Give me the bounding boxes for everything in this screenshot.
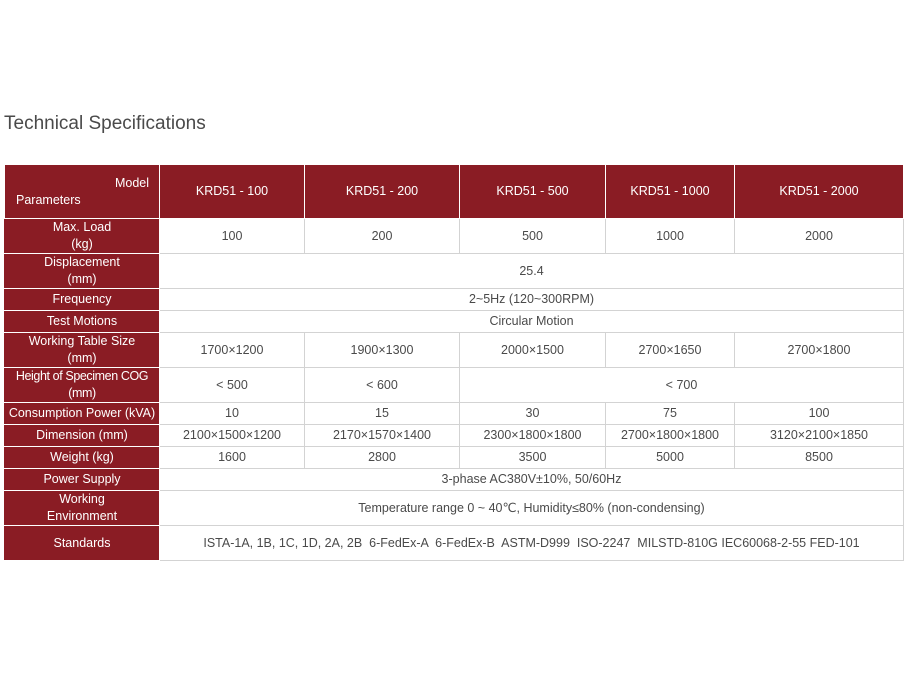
row-label-unit: (kg) <box>71 237 93 251</box>
table-cell: 2170×1570×1400 <box>305 425 460 447</box>
page-title: Technical Specifications <box>4 113 206 134</box>
model-header: KRD51 - 2000 <box>735 165 904 219</box>
row-label-line: Working Table Size <box>28 334 136 348</box>
table-row <box>5 469 904 491</box>
table-cell: 8500 <box>735 447 904 469</box>
table-cell: 1900×1300 <box>305 333 460 368</box>
row-label-dimension: Dimension (mm) <box>5 425 160 447</box>
corner-header-cell <box>5 165 160 219</box>
model-header: KRD51 - 100 <box>160 165 305 219</box>
table-cell: 500 <box>460 219 606 254</box>
row-label-unit: (mm) <box>67 351 97 365</box>
row-label-unit: (mm) <box>68 386 96 400</box>
row-label-unit: (mm) <box>67 272 97 286</box>
row-label-weight: Weight (kg) <box>5 447 160 469</box>
table-cell: 5000 <box>606 447 735 469</box>
row-label-cog <box>5 368 160 403</box>
table-cell: 2700×1650 <box>606 333 735 368</box>
table-cell: 1700×1200 <box>160 333 305 368</box>
table-cell: 2~5Hz (120~300RPM) <box>160 289 904 311</box>
row-label-frequency: Frequency <box>5 289 160 311</box>
table-row <box>5 333 904 368</box>
row-label-line: Height of Specimen COG <box>15 369 149 383</box>
table-row <box>5 491 904 526</box>
table-cell: < 700 <box>460 368 904 403</box>
header-row <box>5 165 904 219</box>
row-label-line: Displacement <box>44 255 120 269</box>
table-cell: 100 <box>735 403 904 425</box>
table-cell: 2000×1500 <box>460 333 606 368</box>
row-label-line: Working <box>59 492 105 506</box>
table-row <box>5 289 904 311</box>
table-cell: 100 <box>160 219 305 254</box>
table-cell: < 500 <box>160 368 305 403</box>
model-header: KRD51 - 1000 <box>606 165 735 219</box>
corner-model-label: Model <box>114 176 149 190</box>
row-label-environment <box>5 491 160 526</box>
table-cell: 25.4 <box>160 254 904 289</box>
row-label-max-load <box>5 219 160 254</box>
table-cell: Temperature range 0 ~ 40℃, Humidity≤80% (non-condensing) <box>160 491 904 526</box>
model-header: KRD51 - 200 <box>305 165 460 219</box>
table-row <box>5 254 904 289</box>
table-cell: 75 <box>606 403 735 425</box>
table-row <box>5 526 904 561</box>
table-cell: 2800 <box>305 447 460 469</box>
table-cell: 15 <box>305 403 460 425</box>
table-row <box>5 368 904 403</box>
table-row <box>5 219 904 254</box>
table-cell: 2100×1500×1200 <box>160 425 305 447</box>
row-label-line: Environment <box>46 509 118 523</box>
model-header: KRD51 - 500 <box>460 165 606 219</box>
table-cell: ISTA-1A, 1B, 1C, 1D, 2A, 2B 6-FedEx-A 6-FedEx-B ASTM-D999 ISO-2247 MILSTD-810G IEC60068-2-55 FED-101 <box>160 526 904 561</box>
table-cell: 1000 <box>606 219 735 254</box>
row-label-displacement <box>5 254 160 289</box>
table-cell: 3-phase AC380V±10%, 50/60Hz <box>160 469 904 491</box>
row-label-power-supply: Power Supply <box>5 469 160 491</box>
table-cell: 30 <box>460 403 606 425</box>
table-cell: 2000 <box>735 219 904 254</box>
table-cell: Circular Motion <box>160 311 904 333</box>
row-label-table-size <box>5 333 160 368</box>
table-cell: 2700×1800×1800 <box>606 425 735 447</box>
table-row <box>5 403 904 425</box>
spec-table <box>4 164 904 561</box>
table-cell: 2300×1800×1800 <box>460 425 606 447</box>
row-label-standards: Standards <box>5 526 160 561</box>
table-row <box>5 425 904 447</box>
table-cell: 2700×1800 <box>735 333 904 368</box>
corner-parameters-label: Parameters <box>16 193 81 207</box>
table-cell: < 600 <box>305 368 460 403</box>
row-label-power: Consumption Power (kVA) <box>5 403 160 425</box>
table-cell: 3120×2100×1850 <box>735 425 904 447</box>
table-row <box>5 447 904 469</box>
table-cell: 10 <box>160 403 305 425</box>
table-row <box>5 311 904 333</box>
row-label-line: Max. Load <box>52 220 112 234</box>
table-cell: 200 <box>305 219 460 254</box>
table-cell: 3500 <box>460 447 606 469</box>
table-cell: 1600 <box>160 447 305 469</box>
row-label-test-motions: Test Motions <box>5 311 160 333</box>
